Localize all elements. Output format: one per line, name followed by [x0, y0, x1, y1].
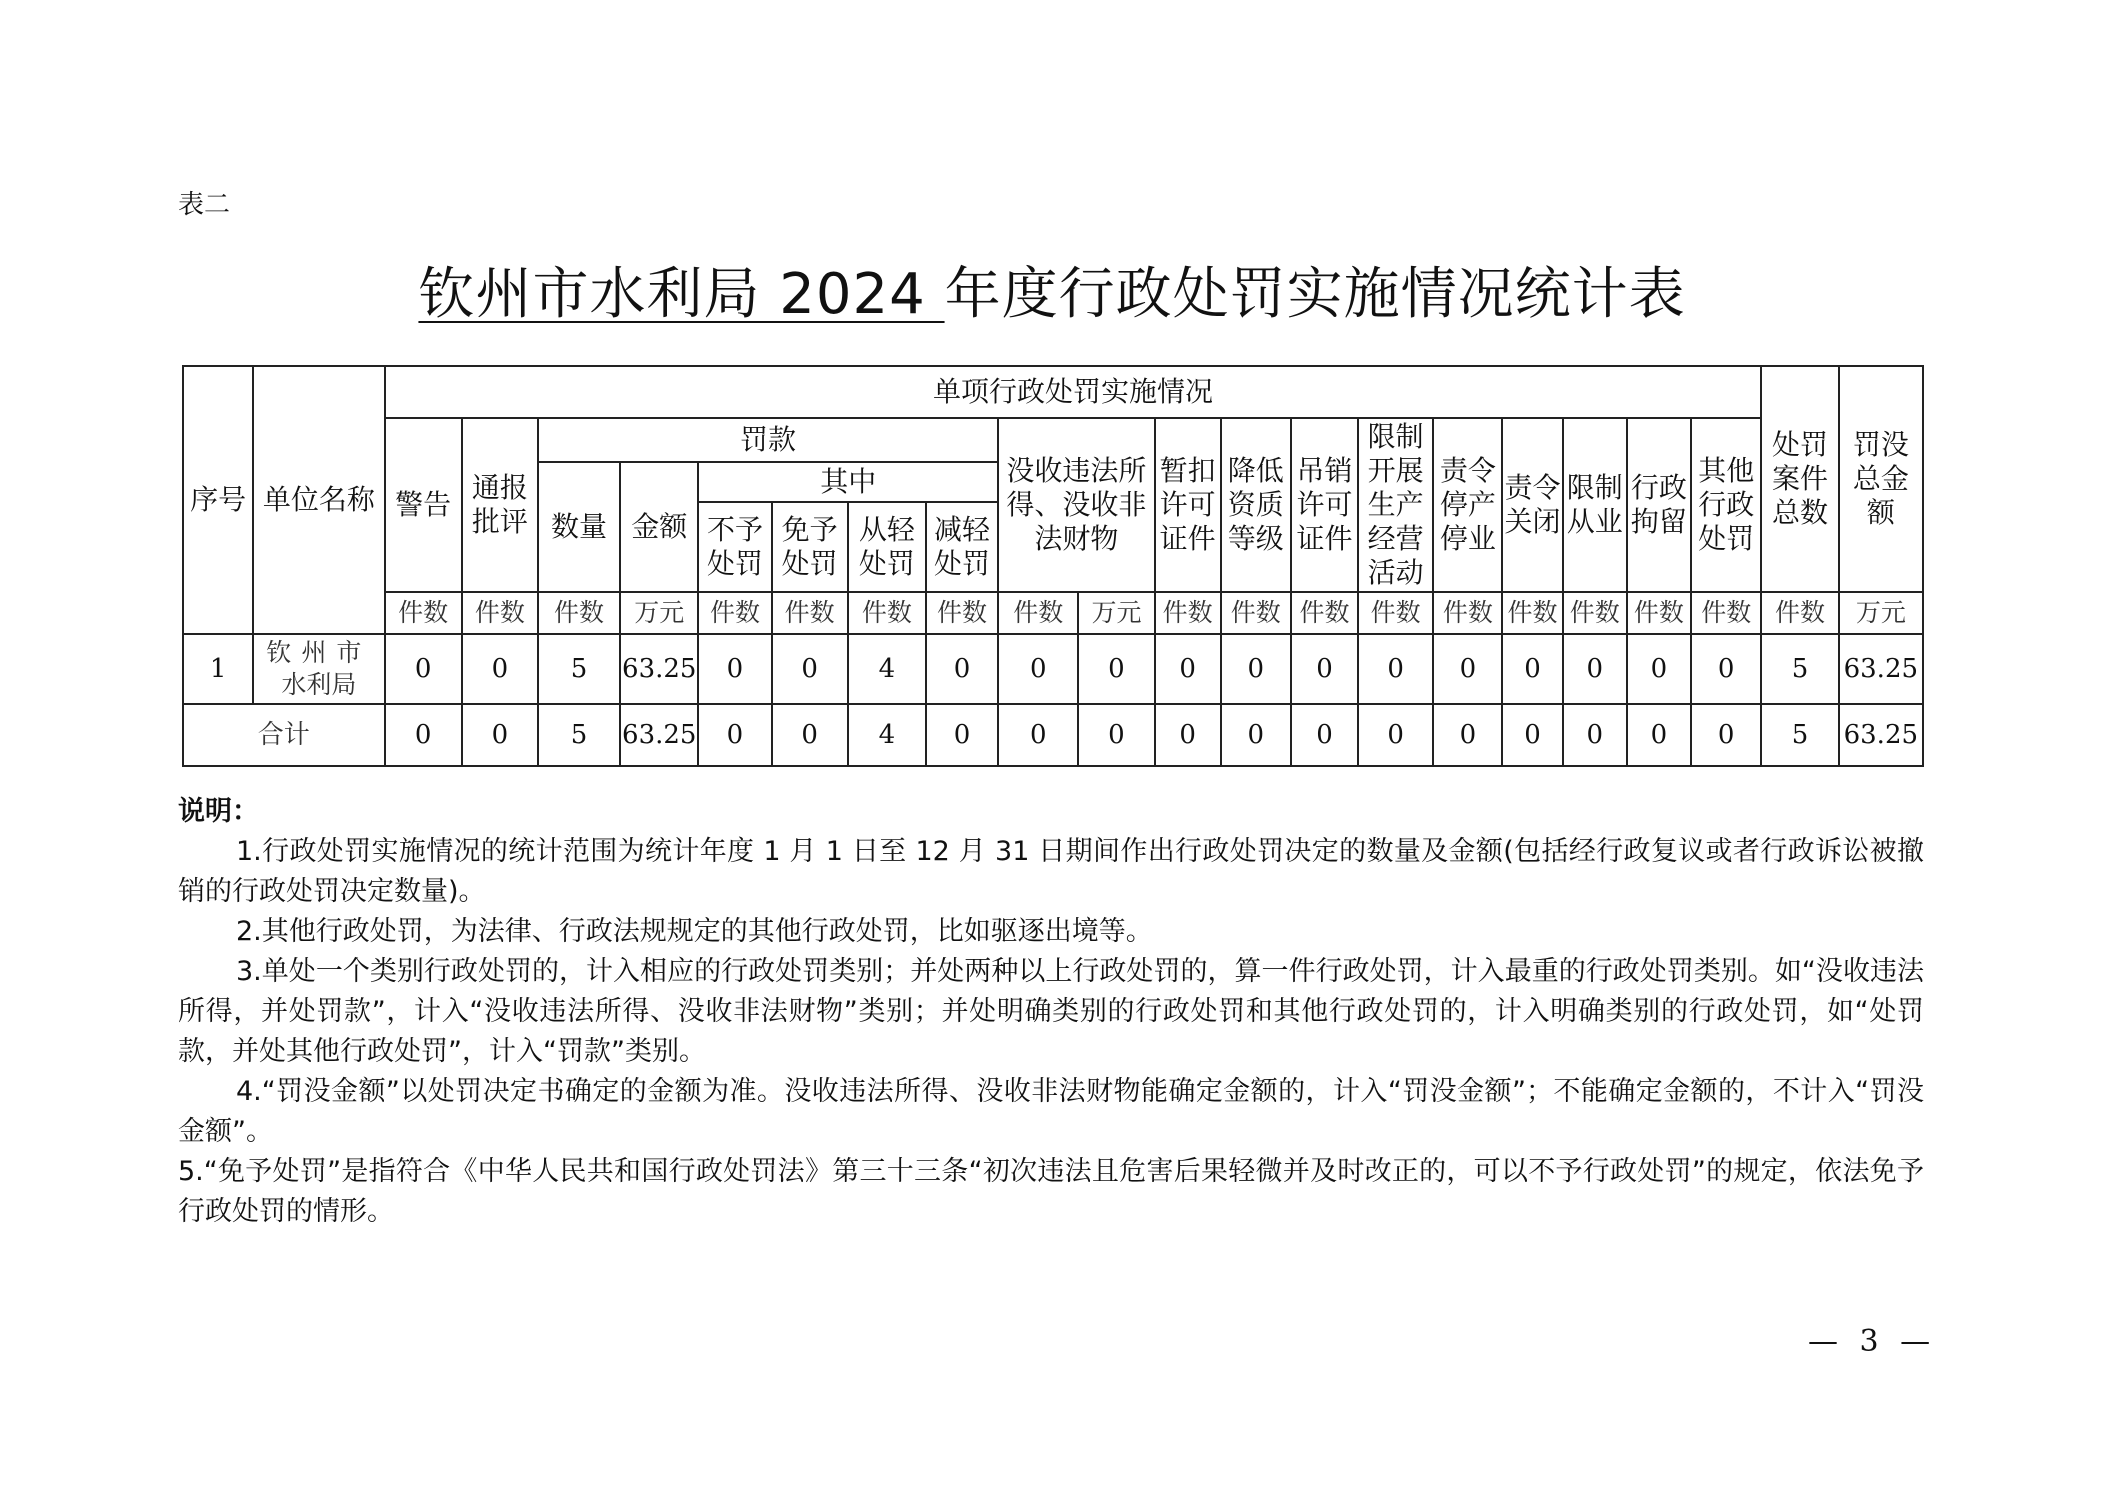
unit-cell: 件数 — [1502, 592, 1562, 634]
total-exempt-penalty: 0 — [772, 704, 848, 766]
header-warning: 警告 — [385, 418, 462, 592]
note-item-5: 5.“免予处罚”是指符合《中华人民共和国行政处罚法》第三十三条“初次违法且危害后果轻微并及时改正的，可以不予行政处罚”的规定，依法免予行政处罚的情形。 — [178, 1156, 1924, 1227]
total-label: 合计 — [183, 704, 385, 766]
cell-order-close: 0 — [1502, 634, 1562, 704]
unit-cell: 件数 — [1291, 592, 1358, 634]
cell-total-cases: 5 — [1761, 634, 1838, 704]
notes-section — [178, 792, 1924, 1232]
unit-cell: 件数 — [1221, 592, 1291, 634]
title-underlined-part: 钦州市水利局 2024 — [418, 262, 945, 327]
total-other-penalty: 0 — [1691, 704, 1761, 766]
units-row — [183, 592, 1923, 634]
cell-lighter-penalty: 4 — [848, 634, 926, 704]
total-admin-detention: 0 — [1627, 704, 1691, 766]
total-confiscation-amount: 0 — [1078, 704, 1154, 766]
header-reduced-penalty: 减轻处罚 — [926, 502, 998, 592]
header-suspend-license: 暂扣许可证件 — [1155, 418, 1221, 592]
cell-total-amount: 63.25 — [1839, 634, 1923, 704]
header-restrict-employment: 限制从业 — [1563, 418, 1627, 592]
header-seq: 序号 — [183, 366, 253, 634]
unit-cell: 件数 — [1691, 592, 1761, 634]
penalty-statistics-table — [182, 365, 1924, 767]
cell-exempt-penalty: 0 — [772, 634, 848, 704]
cell-admin-detention: 0 — [1627, 634, 1691, 704]
cell-lower-qualification: 0 — [1221, 634, 1291, 704]
page-title — [0, 250, 2104, 330]
total-reduced-penalty: 0 — [926, 704, 998, 766]
unit-cell: 件数 — [538, 592, 620, 634]
header-admin-detention: 行政拘留 — [1627, 418, 1691, 592]
page-number: — 3 — — [1808, 1324, 1937, 1359]
header-fine-count: 数量 — [538, 462, 620, 592]
total-total-amount: 63.25 — [1839, 704, 1923, 766]
header-exempt-penalty: 免予处罚 — [772, 502, 848, 592]
cell-confiscation-count: 0 — [998, 634, 1078, 704]
header-total-amount: 罚没总金额 — [1839, 366, 1923, 592]
row-seq: 1 — [183, 634, 253, 704]
unit-cell: 件数 — [926, 592, 998, 634]
header-single-penalty-group: 单项行政处罚实施情况 — [385, 366, 1762, 418]
unit-cell: 件数 — [772, 592, 848, 634]
header-other-penalty: 其他行政处罚 — [1691, 418, 1761, 592]
header-no-penalty: 不予处罚 — [698, 502, 771, 592]
unit-cell: 件数 — [848, 592, 926, 634]
cell-other-penalty: 0 — [1691, 634, 1761, 704]
cell-order-suspend: 0 — [1433, 634, 1502, 704]
title-rest-part: 年度行政处罚实施情况统计表 — [944, 262, 1686, 327]
row-unit-name-line2: 水利局 — [281, 670, 357, 699]
total-fine-count: 5 — [538, 704, 620, 766]
unit-cell: 万元 — [620, 592, 698, 634]
unit-cell: 件数 — [1358, 592, 1433, 634]
unit-cell: 件数 — [998, 592, 1078, 634]
total-confiscation-count: 0 — [998, 704, 1078, 766]
row-unit-name-line1: 钦州市 — [266, 638, 372, 667]
total-warning: 0 — [385, 704, 462, 766]
unit-cell: 件数 — [1563, 592, 1627, 634]
header-lighter-penalty: 从轻处罚 — [848, 502, 926, 592]
unit-cell: 件数 — [1433, 592, 1502, 634]
total-row — [183, 704, 1923, 766]
total-no-penalty: 0 — [698, 704, 771, 766]
header-revoke-license: 吊销许可证件 — [1291, 418, 1358, 592]
cell-confiscation-amount: 0 — [1078, 634, 1154, 704]
cell-fine-count: 5 — [538, 634, 620, 704]
cell-suspend-license: 0 — [1155, 634, 1221, 704]
row-unit-name — [253, 634, 384, 704]
cell-no-penalty: 0 — [698, 634, 771, 704]
cell-revoke-license: 0 — [1291, 634, 1358, 704]
header-fine: 罚款 — [538, 418, 998, 462]
header-total-cases: 处罚案件总数 — [1761, 366, 1838, 592]
total-circular-criticism: 0 — [462, 704, 538, 766]
cell-restrict-operation: 0 — [1358, 634, 1433, 704]
header-order-suspend: 责令停产停业 — [1433, 418, 1502, 592]
cell-restrict-employment: 0 — [1563, 634, 1627, 704]
unit-cell: 万元 — [1839, 592, 1923, 634]
header-among: 其中 — [698, 462, 998, 502]
unit-cell: 件数 — [462, 592, 538, 634]
cell-circular-criticism: 0 — [462, 634, 538, 704]
note-item-3: 3.单处一个类别行政处罚的，计入相应的行政处罚类别；并处两种以上行政处罚的，算一件行政处罚，计入最重的行政处罚类别。如“没收违法所得，并处罚款”，计入“没收违法所得、没收非法财物”类别；并处明确类别的行政处罚和其他行政处罚的，计入明确类别的行政处罚，如“处罚款，并处其他行政处罚”，计入“罚款”类别。 — [178, 956, 1924, 1067]
total-revoke-license: 0 — [1291, 704, 1358, 766]
header-restrict-operation: 限制开展生产经营活动 — [1358, 418, 1433, 592]
total-fine-amount: 63.25 — [620, 704, 698, 766]
header-fine-amount: 金额 — [620, 462, 698, 592]
cell-reduced-penalty: 0 — [926, 634, 998, 704]
header-lower-qualification: 降低资质等级 — [1221, 418, 1291, 592]
cell-fine-amount: 63.25 — [620, 634, 698, 704]
header-confiscation: 没收违法所得、没收非法财物 — [998, 418, 1154, 592]
unit-cell: 万元 — [1078, 592, 1154, 634]
header-order-close: 责令关闭 — [1502, 418, 1562, 592]
notes-heading: 说明： — [178, 796, 259, 827]
total-restrict-employment: 0 — [1563, 704, 1627, 766]
note-item-2: 2.其他行政处罚，为法律、行政法规规定的其他行政处罚，比如驱逐出境等。 — [236, 916, 1153, 947]
header-unit-name: 单位名称 — [253, 366, 384, 634]
table-row — [183, 634, 1923, 704]
note-item-1: 1.行政处罚实施情况的统计范围为统计年度 1 月 1 日至 12 月 31 日期间作出行政处罚决定的数量及金额(包括经行政复议或者行政诉讼被撤销的行政处罚决定数量)。 — [178, 836, 1924, 907]
cell-warning: 0 — [385, 634, 462, 704]
table-tag: 表二 — [178, 190, 231, 220]
total-restrict-operation: 0 — [1358, 704, 1433, 766]
header-circular-criticism: 通报批评 — [462, 418, 538, 592]
unit-cell: 件数 — [1155, 592, 1221, 634]
unit-cell: 件数 — [1627, 592, 1691, 634]
total-lighter-penalty: 4 — [848, 704, 926, 766]
total-total-cases: 5 — [1761, 704, 1838, 766]
note-item-4: 4.“罚没金额”以处罚决定书确定的金额为准。没收违法所得、没收非法财物能确定金额的，计入“罚没金额”；不能确定金额的，不计入“罚没金额”。 — [178, 1076, 1924, 1147]
total-lower-qualification: 0 — [1221, 704, 1291, 766]
total-suspend-license: 0 — [1155, 704, 1221, 766]
unit-cell: 件数 — [1761, 592, 1838, 634]
total-order-suspend: 0 — [1433, 704, 1502, 766]
total-order-close: 0 — [1502, 704, 1562, 766]
unit-cell: 件数 — [385, 592, 462, 634]
unit-cell: 件数 — [698, 592, 771, 634]
